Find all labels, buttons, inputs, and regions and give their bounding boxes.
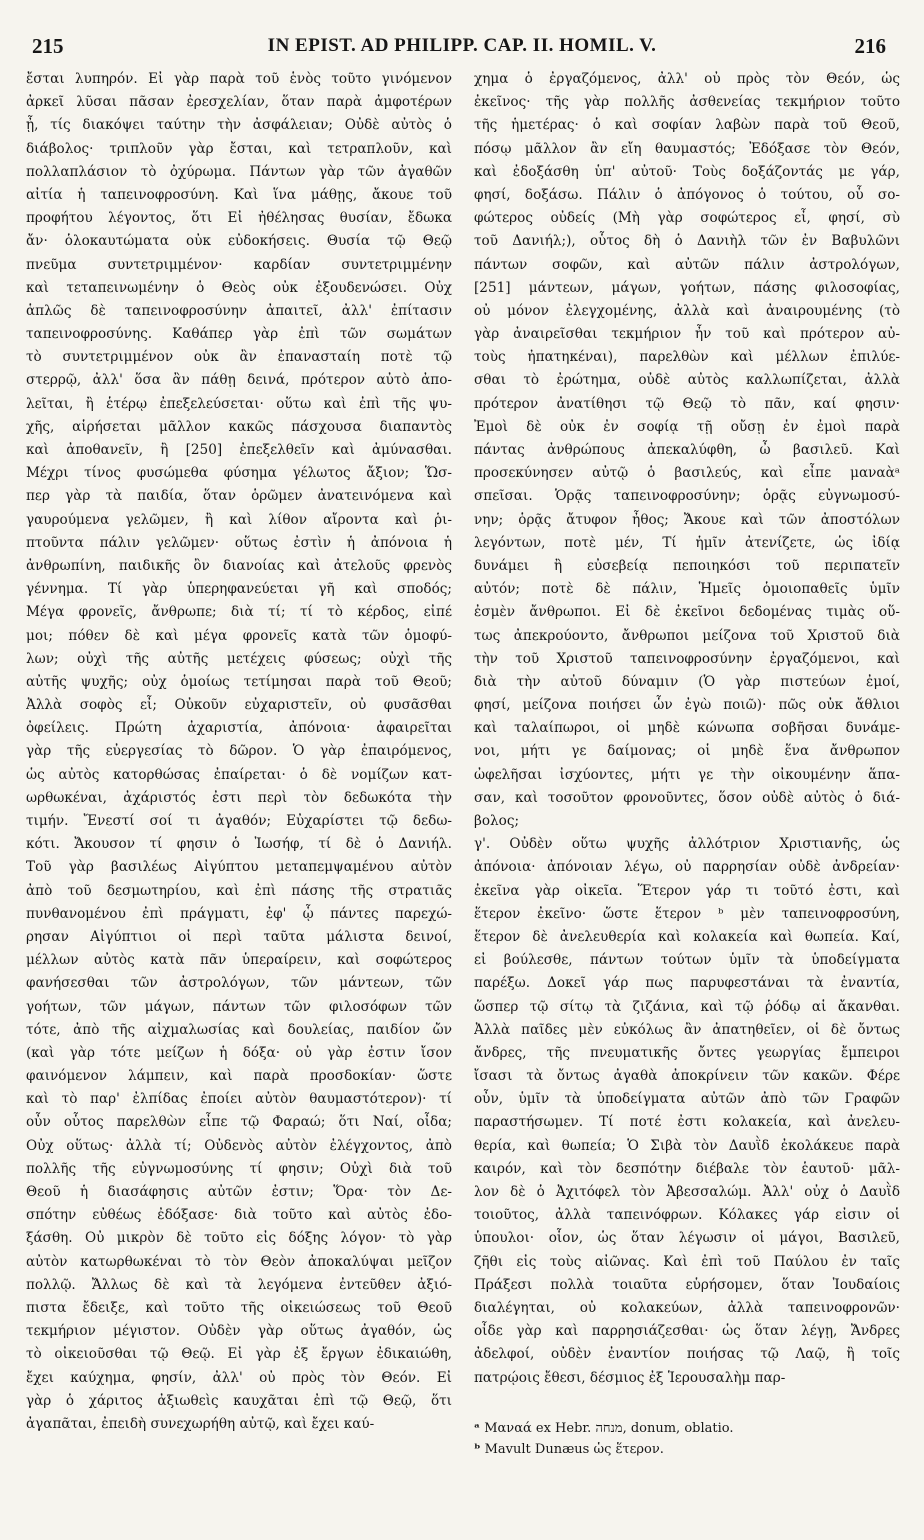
text-line: Πράξεσι πολλὰ τοιαῦτα εὑρήσομεν, ὅταν Ἰουδαίοις [474, 1276, 900, 1293]
text-line: Ἐμοὶ δὲ οὐκ ἐν σοφίᾳ τῇ οὔσῃ ἐν ἐμοὶ παρὰ [474, 418, 900, 435]
text-line: πολλῷ. Ἄλλως δὲ καὶ τὰ λεγόμενα ἐντεῦθεν ἀξιό- [26, 1276, 452, 1293]
text-line: λον δὲ ὁ Ἀχιτόφελ τὸν Ἀβεσσαλώμ. Ἀλλ' οὐχ ὁ Δαυῒδ [474, 1184, 900, 1200]
text-line: πνεῦμα συντετριμμένον· καρδίαν συντετριμμένην [26, 256, 452, 273]
text-line: φησί, μείζονα ποιήσει ὧν ἐγὼ ποιῶ)· πῶς οὐκ ἄθλιοι [474, 697, 900, 714]
text-line: πατρῴοις ἔθεσι, δέσμιος ἐξ Ἱερουσαλὴμ παρ- [474, 1369, 786, 1386]
text-line: πάντων σοφῶν, καὶ αὐτῶν πάλιν ἀστρολόγων, [474, 256, 900, 273]
text-line: τοιοῦτος, ἀλλὰ ταπεινόφρων. Κόλακες γάρ εἰσιν οἱ [474, 1207, 900, 1224]
right-text-column [474, 68, 900, 1390]
text-line: Ἀλλὰ παῖδες μὲν εὐκόλως ἂν ἀπατηθεῖεν, οἱ δὲ ὄντως [474, 1021, 900, 1038]
running-header [24, 34, 900, 64]
footnote [474, 1418, 904, 1439]
text-line: γαυρούμενα γελῶμεν, ἢ καὶ λίθον αἴροντα καὶ ῥι- [26, 511, 452, 528]
text-line: Μέχρι τίνος φυσώμεθα φύσημα γέλωτος ἄξιον; Ὥσ- [26, 465, 452, 482]
text-line: ἄν· ὁλοκαυτώματα οὐκ εὐδοκήσεις. Θυσία τῷ Θεῷ [26, 233, 452, 250]
text-line: ἀρκεῖ λῦσαι πᾶσαν ἐρεσχελίαν, ὅταν παρὰ ἀμφοτέρων [26, 94, 452, 111]
left-text-column [26, 68, 452, 1436]
footnotes [474, 1418, 904, 1460]
text-line: χῆς, αἱρήσεται μᾶλλον κακῶς πάσχουσα διαπαντὸς [26, 418, 452, 435]
text-line: γέννημα. Τί γὰρ ὑπερηφανεύεται γῆ καὶ σποδός; [26, 581, 452, 598]
text-line: φανήσεσθαι τῶν ἀστρολόγων, τῶν μάντεων, τῶν [26, 975, 452, 992]
text-line: πυνθανομένου ἐπὶ πράγματι, ἐφ' ᾧ πάντες παρεχώ- [26, 905, 452, 922]
text-line: τως ἀπεκρούοντο, ἄνθρωποι μείζονα τοῦ Χριστοῦ διὰ [474, 627, 900, 644]
text-line: τὸ συντετριμμένον οὐκ ἂν ἐπανασταίη ποτὲ τῷ [26, 349, 452, 366]
text-line: γὰρ ὁ χάριτος ἀξιωθεὶς καυχᾶται ἐπὶ τῷ Θεῷ, ὅτι [26, 1392, 452, 1409]
text-line: γοήτων, τῶν μάγων, πάντων τῶν φιλοσόφων τῶν [26, 998, 452, 1015]
text-line: καὶ τεταπεινωμένην ὁ Θεὸς οὐκ ἐξουδενώσει. Οὐχ [26, 279, 452, 296]
text-line: παραστήσωμεν. Τί ποτέ ἐστι κολακεία, καὶ ἀνελευ- [474, 1114, 900, 1131]
text-line: γὰρ τῆς εὐεργεσίας τὸ δῶρον. Ὁ γὰρ ἐπαιρόμενος, [26, 743, 452, 760]
text-line: Οὐχ οὕτως· ἀλλὰ τί; Οὐδενὸς αὐτὸν ἐλέγχοντος, ἀπὸ [26, 1137, 452, 1154]
text-line: διαλέγηται, οὐ κολακεύων, ἀλλὰ ταπεινοφρονῶν· [474, 1299, 900, 1316]
text-line: εἰ βούλεσθε, πάντων τούτων ὑμῖν τὰ ὑποδείγματα [474, 952, 900, 969]
text-line: ἔσται λυπηρόν. Εἰ γὰρ παρὰ τοῦ ἑνὸς τοῦτο γινόμενον [26, 71, 452, 87]
page-number-right: 216 [854, 34, 886, 58]
text-line: ἀπὸ τοῦ δεσμωτηρίου, καὶ ἐπὶ πάσης τῆς στρατιᾶς [26, 882, 452, 899]
footnote-label: ᵇ [474, 1442, 481, 1457]
text-line: προσεκύνησεν αὐτῷ ὁ βασιλεύς, καὶ εἶπε μαναὰᵃ [474, 465, 900, 482]
text-line: ταπεινοφροσύνης. Καθάπερ γὰρ ἐπὶ τῶν σωμάτων [26, 326, 452, 343]
text-line: σθαι τὸ ἐρώτημα, οὐδὲ αὐτὸς καλλωπίζεται, ἀλλὰ [474, 372, 900, 389]
text-line: λων; οὐχὶ τῆς αὐτῆς μετέχεις φύσεως; οὐχὶ τῆς [26, 650, 452, 667]
text-line: ἐκεῖνα γὰρ οἰκεῖα. Ἕτερον γάρ τι τοῦτό ἐστι, καὶ [474, 882, 900, 899]
text-line: σπότην εὐθέως ἐδόξασε· διὰ τοῦτο καὶ αὐτὸς ἐδο- [26, 1207, 452, 1224]
text-line: καὶ τὸ παρ' ἐλπίδας ἐποίει αὐτὸν θαυμαστότερον)· τί [26, 1091, 452, 1108]
text-line: τῆς ἡμετέρας· ὁ καὶ σοφίαν λαβὼν παρὰ τοῦ Θεοῦ, [474, 117, 900, 134]
text-line: ζῆθι εἰς τοὺς αἰῶνας. Καὶ ἐπὶ τοῦ Παύλου ἐν ταῖς [474, 1253, 900, 1270]
text-line: ἀγαπᾶται, ἐπειδὴ συνεχωρήθη αὐτῷ, καὶ ἔχει καύ- [26, 1415, 375, 1432]
text-line: ὠφελῆσαι ἰσχύοντες, μήτι γε τὴν οἰκουμένην ἅπα- [474, 766, 900, 783]
text-line: Θεοῦ ἡ διασάφησις αὐτῶν ἐστιν; Ὅρα· τὸν Δε- [26, 1184, 452, 1200]
text-line: καὶ ταλαίπωροι, οἱ μηδὲ κώνωπα σοβῆσαι δυνάμε- [474, 720, 900, 737]
text-line: στερρῷ, ἀλλ' ὅσα ἂν πάθῃ δεινά, πρότερον αὐτὸ ἀπο- [26, 372, 452, 389]
text-line: ἀπόνοια· ἀπόνοιαν λέγω, οὐ παρρησίαν οὐδὲ ἀνδρείαν· [474, 859, 900, 876]
text-line: ἄνδρες, τῆς πνευματικῆς ὄντες γεωργίας ἔμπειροι [474, 1044, 900, 1061]
text-line: καὶ ἐδοξάσθη ὑπ' αὐτοῦ· Τοὺς δοξάζοντάς με γάρ, [474, 163, 900, 180]
text-line: πιστα ἔδειξε, καὶ τοῦτο τῆς οἰκειώσεως τοῦ Θεοῦ [26, 1299, 452, 1316]
text-line: (καὶ γὰρ τότε μείζων ἡ δόξα· οὐ γὰρ ἐστιν ἴσον [26, 1044, 452, 1061]
running-title: IN EPIST. AD PHILIPP. CAP. II. HOMIL. V. [267, 35, 657, 56]
text-line: βολος; [474, 813, 520, 829]
text-line: φώτερος οὐδείς (Μὴ γὰρ σοφώτερος εἶ, φησί, σὺ [474, 210, 900, 227]
text-line: κότι. Ἄκουσον τί φησιν ὁ Ἰωσήφ, τί δὲ ὁ Δανιήλ. [26, 836, 452, 853]
text-line: ὑπουλοι· οἷον, ὡς ὅταν λέγωσιν οἱ μάγοι, Βασιλεῦ, [474, 1230, 900, 1247]
text-line: οἶδε γὰρ καὶ παρρησιάζεσθαι· ὡς ὅταν λέγῃ, Ἄνδρες [474, 1323, 900, 1340]
text-line: Ἀλλὰ σοφὸς εἶ; Οὐκοῦν εὐχαριστεῖν, οὐ φυσᾶσθαι [26, 697, 452, 714]
text-line: χημα ὁ ἐργαζόμενος, ἀλλ' οὐ πρὸς τὸν Θεόν, ὡς [474, 71, 900, 87]
text-line: καὶ ἀποθανεῖν, ἢ [250] ἐπεξελθεῖν καὶ ἀμύνασθαι. [26, 442, 452, 458]
text-line: νοι, μήτι γε δαίμονας; οἱ μηδὲ ἕνα ἄνθρωπον [474, 743, 900, 760]
text-line: φαινόμενον λάμπειν, καὶ παρὰ προσδοκίαν· ὥστε [26, 1068, 452, 1085]
text-line: πολλαπλάσιον τὸ ὀχύρωμα. Πάντων γὰρ τῶν ἀγαθῶν [26, 163, 452, 180]
text-line: ἀνθρωπίνη, παιδικῆς ὂν διανοίας καὶ ἀτελοῦς φρενὸς [26, 557, 452, 574]
footnote-text: Mavult Dunæus ὡς ἕτερον. [484, 1442, 664, 1457]
text-line: τὸ οἰκειοῦσθαι τῷ Θεῷ. Εἰ γὰρ ἐξ ἔργων ἐδικαιώθη, [26, 1346, 452, 1363]
text-line: ἐσμὲν ἄνθρωποι. Εἰ δὲ ἐκεῖνοι δεδομένας τιμὰς οὕ- [474, 604, 900, 621]
text-line: πόσῳ μᾶλλον ἂν εἴη θαυμαστός; Ἐδόξασε τὸν Θεόν, [474, 140, 900, 157]
text-line: Μέγα φρονεῖς, ἄνθρωπε; διὰ τί; τί τὸ κέρδος, εἰπέ [26, 604, 452, 621]
text-line: λεῖται, ἢ ἑτέρῳ ἐπεξελεύσεται· οὕτω καὶ ἐπὶ τῆς ψυ- [26, 395, 452, 412]
text-line: γ'. Οὐδὲν οὕτω ψυχῆς ἀλλότριον Χριστιανῆς, ὡς [474, 836, 900, 853]
text-line: θερία, καὶ θωπεία; Ὁ Σιβὰ τὸν Δαυῒδ ἐκολάκευε παρὰ [474, 1137, 900, 1154]
text-line: πάντας ἀνθρώπους ἀπεκαλύφθη, ὦ βασιλεῦ. Καὶ [474, 442, 900, 458]
text-line: ᾖ, τίς διακόψει ταύτην τὴν ἀσφάλειαν; Οὐδὲ αὐτὸς ὁ [26, 117, 452, 134]
text-line: παρέξω. Δοκεῖ γάρ πως παρυφεστάναι τὰ ἐναντία, [474, 975, 900, 992]
text-line: ἀδελφοί, οὐδὲν ἐναντίον ποιήσας τῷ Λαῷ, ἢ τοῖς [474, 1346, 900, 1363]
text-line: πτοῦντα πάλιν γελῶμεν· οὕτως ἐστὶν ἡ ἀπόνοια ἡ [26, 534, 452, 551]
text-line: τιμήν. Ἔνεστί σοί τι ἀγαθόν; Εὐχαρίστει τῷ δεδω- [26, 813, 452, 829]
text-line: ρησαν Αἰγύπτιοι οἱ περὶ ταῦτα μάλιστα δεινοί, [26, 928, 452, 945]
text-line: μέλλων αὐτὸς κατὰ πᾶν ὑπεραίρειν, καὶ σοφώτερος [26, 952, 452, 969]
text-line: Τοῦ γὰρ βασιλέως Αἰγύπτου μεταπεμψαμένου αὐτὸν [26, 859, 452, 876]
text-line: αὐτόν; ποτὲ δὲ πάλιν, Ἡμεῖς ὁμοιοπαθεῖς ὑμῖν [474, 581, 900, 598]
text-line: ἁπλῶς δὲ ταπεινοφροσύνην ἀπαιτεῖ, ἀλλ' ἐπίτασιν [26, 302, 452, 319]
text-line: ἕτερον ἐκεῖνο· ὥστε ἕτερον ᵇ μὲν ταπεινοφροσύνη, [474, 905, 900, 922]
text-line: πρότερον ἀνατίθησι τῷ Θεῷ τὸ πᾶν, καί φησιν· [474, 395, 900, 412]
text-line: δυνάμει ἢ εὐσεβείᾳ πεποιηκόσι τοῦ περιπατεῖν [474, 557, 900, 574]
text-line: τοὺς ἠπατηκέναι), παρελθὼν καὶ μέλλων ἐπιλύε- [474, 349, 900, 366]
text-line: γὰρ ἀναιρεῖσθαι τεκμήριον ἦν τοῦ καὶ πρότερον αὐ- [474, 326, 900, 343]
text-line: διὰ τὴν αὐτοῦ δύναμιν (Ὁ γὰρ πιστεύων ἐμοί, [474, 673, 900, 690]
text-line: αὐτὸν κατωρθωκέναι τὸ τὸν Θεὸν ἀποκαλύψαι μεῖζον [26, 1253, 452, 1270]
footnote-label: ᵃ [474, 1421, 481, 1436]
text-line: ὡς αὐτὸς κατορθώσας ἐπαίρεται· ὁ δὲ νομίζων κατ- [26, 766, 452, 783]
text-line: ξάσθη. Οὐ μικρὸν δὲ τοῦτο εἰς δόξης λόγον· τὸ γὰρ [26, 1230, 452, 1247]
text-line: σαν, καὶ τοσοῦτον φρονοῦντες, ὅσον οὐδὲ αὐτὸς ὁ διά- [474, 789, 900, 806]
text-line: ἔχει καύχημα, φησίν, ἀλλ' οὐ πρὸς τὸν Θεόν. Εἰ [26, 1369, 452, 1386]
text-line: προφήτου λέγοντος, ὅτι Εἰ ἠθέλησας θυσίαν, ἔδωκα [26, 210, 452, 227]
text-line: φησί, δοξάσω. Πάλιν ὁ ἀπόγονος ὁ τούτου, οὗ σο- [474, 186, 900, 203]
text-line: διάβολος· τριπλοῦν γὰρ ἔσται, καὶ τετραπλοῦν, καὶ [26, 140, 452, 157]
footnote [474, 1439, 904, 1460]
text-line: [251] μάντεων, μάγων, γοήτων, πάσης φιλοσοφίας, [474, 279, 900, 296]
text-line: τοῦ Δανιήλ;), οὗτος δὴ ὁ Δανιὴλ τῶν ἐν Βαβυλῶνι [474, 233, 900, 250]
text-line: ἕτερον δὲ ἀνελευθερία καὶ κολακεία καὶ θωπεία. Καί, [474, 928, 900, 945]
text-line: περ γὰρ τὰ παιδία, ὅταν ὁρῶμεν ἀνατεινόμενα καὶ [26, 488, 452, 505]
text-line: αὐτῆς ψυχῆς; οὐχ ὁμοίως τετίμησαι παρὰ τοῦ Θεοῦ; [26, 673, 452, 690]
text-line: τὴν τοῦ Χριστοῦ ταπεινοφροσύνην ἐργαζόμενοι, καὶ [474, 650, 900, 667]
text-line: λεγόντων, ποτὲ μέν, Τί ἡμῖν ἀτενίζετε, ὡς ἰδίᾳ [474, 534, 900, 551]
text-line: ωρθωκέναι, ἀχάριστός ἐστι περὶ τὸν δεδωκότα τὴν [26, 789, 452, 806]
text-line: ἴσασι τὰ ὄντως ἀγαθὰ ἀποκρίνειν τῶν κακῶν. Φέρε [474, 1068, 900, 1085]
text-line: σπεῖσαι. Ὁρᾷς ταπεινοφροσύνην; ὁρᾷς εὐγνωμοσύ- [474, 488, 900, 505]
text-line: οὖν, ὑμῖν τὰ ὑποδείγματα αὐτῶν ἀπὸ τῶν Γραφῶν [474, 1091, 900, 1108]
page-number-left: 215 [32, 34, 64, 58]
text-line: νην; ὁρᾷς ἄτυφον ἦθος; Ἄκουε καὶ τῶν ἀποστόλων [474, 511, 900, 528]
text-line: ὀφείλεις. Πρώτη ἀχαριστία, ἀπόνοια· ἀφαιρεῖται [26, 720, 452, 737]
text-line: καιρόν, καὶ τὸν δεσπότην διέβαλε τὸν ἑαυτοῦ· μᾶλ- [474, 1160, 900, 1177]
footnote-text: Μαναά ex Hebr. מנחה, donum, oblatio. [484, 1421, 734, 1436]
text-line: ὥσπερ τῷ σίτῳ τὰ ζιζάνια, καὶ τῷ ῥόδῳ αἱ ἄκανθαι. [474, 998, 900, 1015]
text-line: οὖν οὗτος παρελθὼν εἶπε τῷ Φαραώ; ὅτι Ναί, οἶδα; [26, 1114, 452, 1131]
text-line: ἐκεῖνος· τῆς γὰρ πολλῆς ἀσθενείας τεκμήριον τοῦτο [474, 94, 900, 111]
text-line: τεκμήριον μέγιστον. Οὐδὲν γὰρ οὕτως ἀγαθόν, ὡς [26, 1323, 452, 1340]
text-line: αἰτία ἡ ταπεινοφροσύνη. Καὶ ἵνα μάθῃς, ἄκουε τοῦ [26, 186, 452, 203]
text-line: τότε, ἀπὸ τῆς αἰχμαλωσίας καὶ δουλείας, παιδίον ὤν [26, 1021, 452, 1038]
text-line: πολλῆς τῆς εὐγνωμοσύνης τί φησιν; Οὐχὶ διὰ τοῦ [26, 1160, 452, 1177]
text-line: μοι; πόθεν δὲ καὶ μέγα φρονεῖς κατὰ τῶν ὁμοφύ- [26, 627, 452, 644]
text-line: οὐ μόνον ἐλεγχομένης, ἀλλὰ καὶ ἀναιρουμένης (τὸ [474, 302, 900, 319]
